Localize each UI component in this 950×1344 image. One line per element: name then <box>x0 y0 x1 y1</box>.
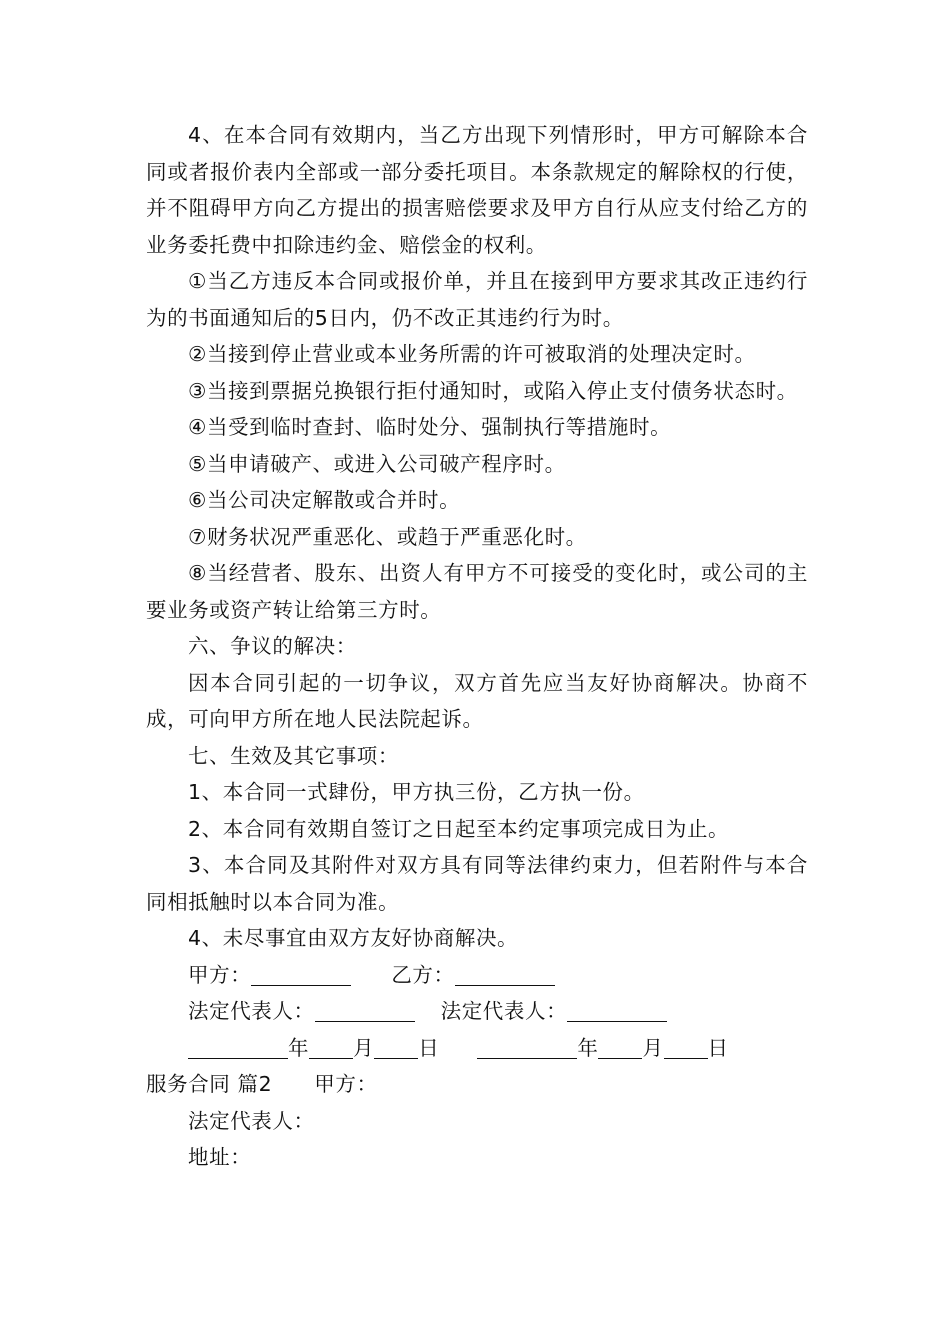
party-a-rep-label: 法定代表人： <box>188 999 315 1023</box>
condition-3: ③当接到票据兑换银行拒付通知时，或陷入停止支付债务状态时。 <box>188 378 798 403</box>
condition-8: ⑧当经营者、股东、出资人有甲方不可接受的变化时，或公司的主要业务或资产转让给第三方时。 <box>146 561 808 622</box>
party-a-rep-blank <box>315 997 415 1022</box>
party-b-rep-label: 法定代表人： <box>440 999 568 1023</box>
item-3-attachments: 3、本合同及其附件对双方具有同等法律约束力，但若附件与本合同相抵触时以本合同为准。 <box>146 853 808 914</box>
next-contract-title: 服务合同 篇2 <box>146 1072 273 1096</box>
condition-5: ⑤当申请破产、或进入公司破产程序时。 <box>188 451 566 476</box>
party-a-blank <box>251 961 351 986</box>
next-party-a-label: 甲方： <box>314 1072 378 1096</box>
condition-1: ①当乙方违反本合同或报价单，并且在接到甲方要求其改正违约行为的书面通知后的5日内，仍不改正其违约行为时。 <box>146 269 808 330</box>
party-a-month-blank <box>309 1034 353 1059</box>
party-b-blank <box>455 961 555 986</box>
condition-7: ⑦财务状况严重恶化、或趋于严重恶化时。 <box>188 524 587 549</box>
contract-body <box>146 117 808 1176</box>
party-b-label: 乙方： <box>391 962 455 987</box>
party-b-month-blank <box>598 1034 642 1059</box>
party-a-day-blank <box>374 1034 418 1059</box>
dispute-resolution-text: 因本合同引起的一切争议，双方首先应当友好协商解决。协商不成，可向甲方所在地人民法院起诉。 <box>146 670 808 731</box>
day-label: 日 <box>418 1035 440 1060</box>
party-b-day-blank <box>664 1034 708 1059</box>
item-4-unresolved: 4、未尽事宜由双方友好协商解决。 <box>188 926 519 950</box>
section-7-heading: 七、生效及其它事项： <box>188 743 399 768</box>
day-label: 日 <box>707 1035 729 1060</box>
year-label: 年 <box>288 1035 310 1060</box>
party-b-year-blank <box>477 1034 577 1059</box>
party-a-year-blank <box>188 1034 288 1059</box>
condition-2: ②当接到停止营业或本业务所需的许可被取消的处理决定时。 <box>188 342 756 366</box>
condition-4: ④当受到临时查封、临时处分、强制执行等措施时。 <box>188 415 672 439</box>
year-label: 年 <box>577 1035 599 1060</box>
item-1-copies: 1、本合同一式肆份，甲方执三份，乙方执一份。 <box>188 780 645 804</box>
next-legal-rep-label: 法定代表人： <box>188 1108 315 1133</box>
signature-date-row <box>146 1030 808 1067</box>
party-b-rep-blank <box>567 997 667 1022</box>
next-contract-heading-row <box>146 1066 808 1103</box>
next-address-label: 地址： <box>188 1145 252 1169</box>
condition-6: ⑥当公司决定解散或合并时。 <box>188 488 461 512</box>
party-a-label: 甲方： <box>188 962 252 987</box>
section-6-heading: 六、争议的解决： <box>188 634 357 658</box>
signature-parties-row <box>146 957 808 994</box>
month-label: 月 <box>642 1035 664 1060</box>
clause-4-termination: 4、在本合同有效期内，当乙方出现下列情形时，甲方可解除本合同或者报价表内全部或一部分委托项目。本条款规定的解除权的行使，并不阻碍甲方向乙方提出的损害赔偿要求及甲方自行从应支付给乙方的业务委托费中扣除违约金、赔偿金的权利。 <box>146 123 808 257</box>
signature-rep-row <box>146 993 808 1030</box>
month-label: 月 <box>353 1035 375 1060</box>
item-2-validity: 2、本合同有效期自签订之日起至本约定事项完成日为止。 <box>188 816 730 841</box>
